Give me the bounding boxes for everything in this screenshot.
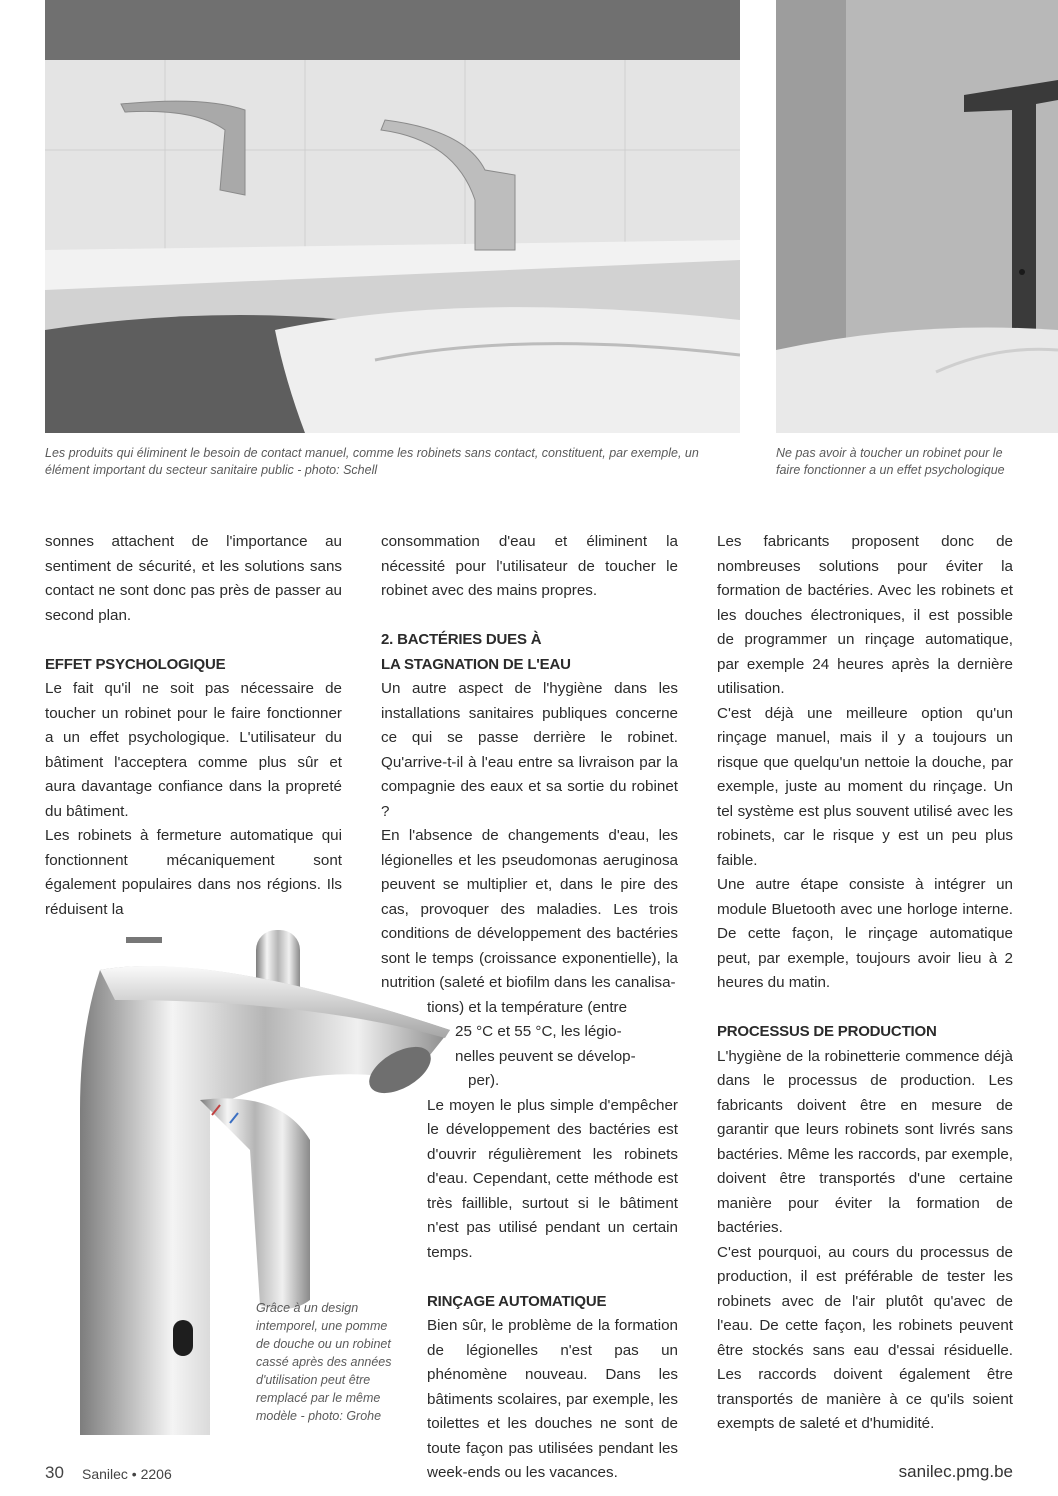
section-heading-effet-psychologique: EFFET PSYCHOLOGIQUE [45,655,226,673]
article-column-1 [45,530,342,922]
paragraph: C'est pourquoi, au cours du processus de production, il est préférable de tester les robinets avec de l'air plutôt qu'avec de l'eau. De cette façon, les robinets peuvent être stockés sans eau d'essai résiduelle. Les raccords doivent également être transportés de manière à ce qu'ils soient exempts de saleté et d'humidité. [717,1243,1013,1432]
article-column-2 [381,530,678,1486]
photo-caption-left: Les produits qui éliminent le besoin de contact manuel, comme les robinets sans contact, constituent, par exemple, un élément important du secteur sanitaire public - photo: Schell [45,446,699,477]
paragraph: Le fait qu'il ne soit pas nécessaire de toucher un robinet pour le faire fonctionner a un effet psychologique. L'utilisateur du bâtiment l'acceptera comme plus sûr et aura davantage confiance dans la propreté du bâtiment. [45,680,342,820]
paragraph: Un autre aspect de l'hygiène dans les installations sanitaires publiques concerne ce qui se passe derrière le robinet. Qu'arrive-t-il à l'eau entre sa livraison par la compagnie des eaux et sa sortie du robinet ? [381,680,678,820]
paragraph-wrap-line: 25 °C et 55 °C, les légio- [455,1023,622,1040]
page-number: 30 [45,1463,64,1482]
dark-faucet-illustration [776,0,1058,433]
section-heading-bacteries-b: LA STAGNATION DE L'EAU [381,655,571,673]
photo-caption-faucet: Grâce à un design intemporel, une pomme de douche ou un robinet cassé après des années d'utilisation peut être remplacé par le même modèle - photo: Grohe [256,1301,392,1423]
paragraph: sonnes attachent de l'importance au sentiment de sécurité, et les solutions sans contact ne sont donc pas près de passer au second plan. [45,533,342,624]
paragraph: Les fabricants proposent donc de nombreuses solutions pour éviter la formation de bactéries. Avec les robinets et les douches électroniques, il est possible de programmer un rinçage automatique, par exemple 24 heures après la dernière utilisation. [717,533,1013,697]
photo-caption-right: Ne pas avoir à toucher un robinet pour le faire fonctionner a un effet psychologique [776,446,1005,477]
paragraph-wrap-line: per). [468,1072,500,1089]
paragraph: Le moyen le plus simple d'empêcher le développement des bactéries est d'ouvrir régulièrement les robinets d'eau. Cependant, cette méthode est très faillible, surtout si le bâtiment n'est pas utilisé pendant un certain temps. [427,1096,678,1261]
section-heading-production: PROCESSUS DE PRODUCTION [717,1023,937,1040]
photo-washbasin-faucets [45,0,740,433]
paragraph: En l'absence de changements d'eau, les légionelles et les pseudomonas aeruginosa peuvent se multiplier et, dans le pire des cas, provoquer des maladies. Les trois conditions de développement des bactéries sont le temps (croissance exponentielle), la nutrition (saleté et biofilm dans les canalisa- [381,827,678,991]
paragraph: L'hygiène de la robinetterie commence déjà dans le processus de production. Les fabricants doivent être en mesure de garantir que leurs robinets sont livrés sans bactéries. Même les raccords, par exemple, doivent être transportés d'une certaine manière pour éviter la formation de bactéries. [717,1047,1013,1236]
article-column-3 [717,530,1013,1437]
publication-issue: Sanilec • 2206 [82,1466,172,1482]
paragraph: consommation d'eau et éliminent la nécessité pour l'utilisateur de toucher le robinet avec des mains propres. [381,533,678,599]
paragraph-wrap-line: nelles peuvent se dévelop- [455,1047,636,1065]
photo-dark-faucet [776,0,1058,433]
paragraph-wrap-line: tions) et la température (entre [427,998,628,1016]
website-url: sanilec.pmg.be [898,1462,1013,1481]
paragraph: Bien sûr, le problème de la formation de légionelles n'est pas un phénomène nouveau. Dans les bâtiments scolaires, par exemple, les toilettes et les douches ne sont de toute façon pas utilisées pendant les week-ends ou les vacances. [427,1317,678,1481]
section-heading-bacteries-a: 2. BACTÉRIES DUES À [381,631,542,648]
section-heading-rincage: RINÇAGE AUTOMATIQUE [427,1292,607,1310]
paragraph: C'est déjà une meilleure option qu'un rinçage manuel, mais il y a toujours un risque que quelqu'un nettoie la douche, par exemple, juste au moment du rinçage. Un tel système est plus souvent utilisé avec les robinets, car le risque y est un peu plus faible. [717,704,1013,869]
washbasin-illustration [45,0,740,433]
paragraph: Une autre étape consiste à intégrer un module Bluetooth avec une horloge interne. De cette façon, le rinçage automatique peut, par exemple, toujours avoir lieu à 2 heures du matin. [717,876,1013,991]
paragraph: Les robinets à fermeture automatique qui fonctionnent mécaniquement sont également populaires dans nos régions. Ils réduisent la [45,827,342,918]
